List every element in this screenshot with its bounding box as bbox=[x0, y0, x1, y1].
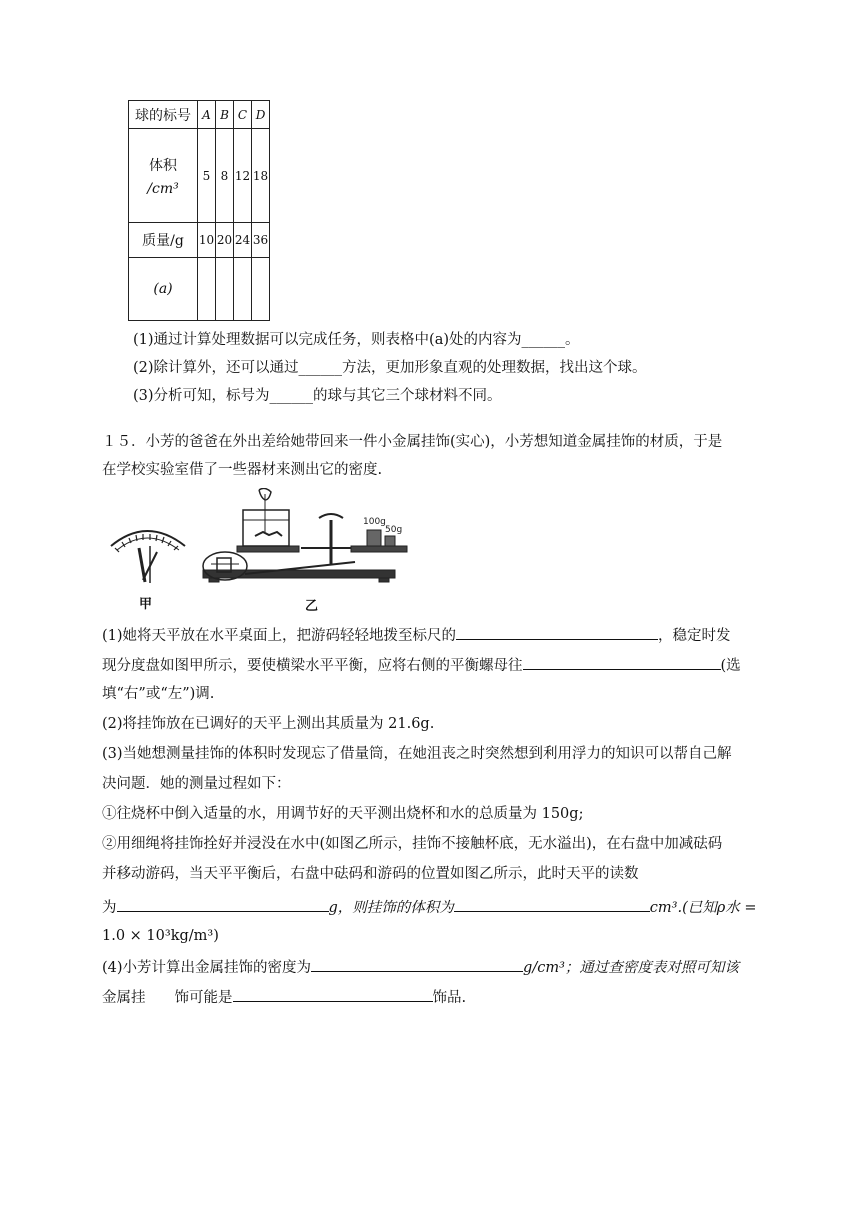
figure-label-jia: 甲 bbox=[139, 597, 153, 612]
q15-step4-text-c: 金属挂 饰可能是 bbox=[102, 990, 233, 1006]
volume-label bbox=[129, 129, 198, 223]
table-header-row bbox=[129, 101, 270, 129]
q15-step4-line2 bbox=[102, 986, 466, 1008]
mass-label: 质量/g bbox=[129, 223, 198, 258]
figure-label-yi: 乙 bbox=[305, 599, 319, 614]
answer-blank-scale-position[interactable] bbox=[456, 624, 658, 640]
q15-step3-line5: 并移动游码，当天平平衡后，右盘中砝码和游码的位置如图乙所示，此时天平的读数 bbox=[102, 866, 639, 882]
table-cell: 24 bbox=[234, 223, 252, 258]
q15-intro-line1: １５．小芳的爸爸在外出差给她带回来一件小金属挂饰(实心)，小芳想知道金属挂饰的材质，于是 bbox=[102, 434, 723, 450]
q15-step3-text-f: 为 bbox=[102, 900, 117, 916]
q14-part2: (2)除计算外，还可以通过______方法，更加形象直观的处理数据，找出这个球。 bbox=[133, 360, 647, 376]
table-header-label: 球的标号 bbox=[129, 101, 198, 129]
q15-step3-text-g: g，则挂饰的体积为 bbox=[328, 900, 454, 916]
q15-step2: (2)将挂饰放在已调好的天平上测出其质量为 21.6g. bbox=[102, 716, 435, 732]
table-cell: 10 bbox=[198, 223, 216, 258]
q15-step4-text-d: 饰品. bbox=[432, 990, 467, 1006]
q15-step3-text-h: cm³.(已知ρ水 = bbox=[649, 900, 757, 916]
answer-blank-direction[interactable] bbox=[523, 654, 721, 670]
balance-figure bbox=[105, 488, 410, 616]
q15-step3-line6 bbox=[102, 896, 757, 918]
table-cell bbox=[234, 258, 252, 321]
q15-step1-line2 bbox=[102, 654, 741, 676]
answer-blank-volume[interactable] bbox=[454, 896, 650, 912]
answer-blank-material[interactable] bbox=[233, 986, 433, 1002]
q15-step1-text-a: (1)她将天平放在水平桌面上，把游码轻轻地拨至标尺的 bbox=[102, 628, 457, 644]
q15-step3-line2: 决问题．她的测量过程如下： bbox=[102, 776, 291, 792]
table-header-d: D bbox=[252, 101, 270, 129]
table-cell: 18 bbox=[252, 129, 270, 223]
ball-data-table bbox=[128, 100, 270, 321]
q15-step3-line1: (3)当她想测量挂饰的体积时发现忘了借量筒，在她沮丧之时突然想到利用浮力的知识可以帮自己解 bbox=[102, 746, 732, 762]
table-cell bbox=[252, 258, 270, 321]
table-header-b: B bbox=[216, 101, 234, 129]
q15-step1-text-c: 现分度盘如图甲所示，要使横梁水平平衡，应将右侧的平衡螺母往 bbox=[102, 658, 523, 674]
q15-step1-text-d: (选 bbox=[720, 658, 741, 674]
table-row-a bbox=[129, 258, 270, 321]
balance-scale bbox=[203, 488, 407, 582]
table-row-mass bbox=[129, 223, 270, 258]
table-cell: 36 bbox=[252, 223, 270, 258]
table-cell: 5 bbox=[198, 129, 216, 223]
weight-label-100g: 100g bbox=[363, 517, 386, 527]
q15-step3-line4: ②用细绳将挂饰拴好并浸没在水中(如图乙所示，挂饰不接触杯底，无水溢出)，在右盘中加减砝码 bbox=[102, 836, 723, 852]
q15-step4-text-a: (4)小芳计算出金属挂饰的密度为 bbox=[102, 960, 312, 976]
answer-blank-balance-reading[interactable] bbox=[117, 896, 329, 912]
q15-step1-line3: 填“右”或“左”)调. bbox=[102, 686, 215, 702]
q15-step4-line1 bbox=[102, 956, 739, 978]
q15-step3-line7: 1.0 × 10³kg/m³) bbox=[102, 928, 219, 944]
volume-label-line1: 体积 bbox=[149, 157, 177, 174]
table-cell bbox=[198, 258, 216, 321]
table-header-c: C bbox=[234, 101, 252, 129]
q15-step1-text-b: ，稳定时发 bbox=[658, 628, 731, 644]
row-a-label: (a) bbox=[129, 258, 198, 321]
q15-intro-line2: 在学校实验室借了一些器材来测出它的密度. bbox=[102, 462, 383, 478]
q14-part3: (3)分析可知，标号为______的球与其它三个球材料不同。 bbox=[133, 388, 502, 404]
table-cell: 12 bbox=[234, 129, 252, 223]
q15-step1-line1 bbox=[102, 624, 731, 646]
table-header-a: A bbox=[198, 101, 216, 129]
table-cell: 8 bbox=[216, 129, 234, 223]
dial-illustration bbox=[111, 531, 185, 583]
table-cell bbox=[216, 258, 234, 321]
q14-part1: (1)通过计算处理数据可以完成任务，则表格中(a)处的内容为______。 bbox=[133, 332, 580, 348]
weight-label-50g: 50g bbox=[385, 525, 403, 535]
table-row-volume bbox=[129, 129, 270, 223]
volume-label-line2: /cm³ bbox=[147, 180, 179, 197]
answer-blank-density[interactable] bbox=[311, 956, 523, 972]
q15-step4-text-b: g/cm³；通过查密度表对照可知该 bbox=[523, 960, 739, 976]
q15-step3-line3: ①往烧杯中倒入适量的水，用调节好的天平测出烧杯和水的总质量为 150g; bbox=[102, 806, 584, 822]
table-cell: 20 bbox=[216, 223, 234, 258]
balance-illustration bbox=[105, 488, 410, 616]
